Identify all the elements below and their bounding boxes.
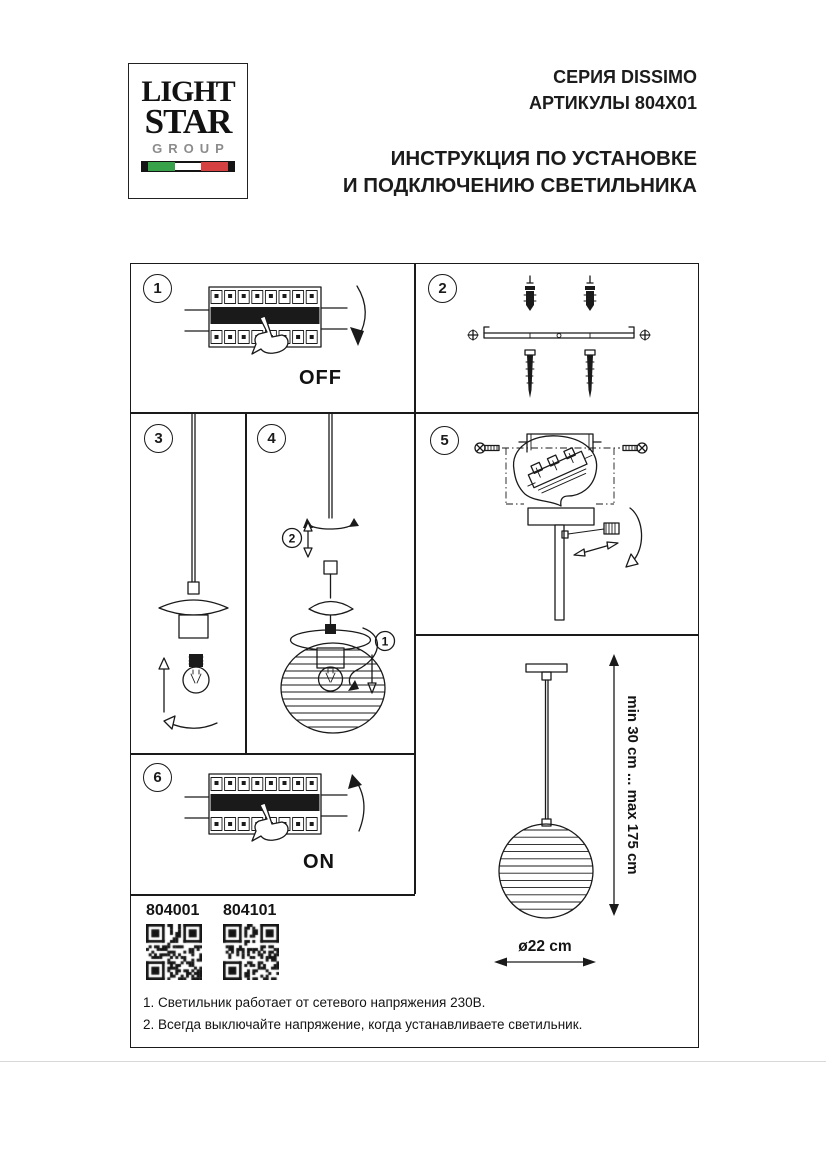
light-bulb <box>183 654 209 693</box>
series-title: СЕРИЯ DISSIMO <box>553 67 697 87</box>
step-5-number: 5 <box>430 426 459 455</box>
callout-1: 1 <box>381 634 389 649</box>
pendant-dimension-diagram <box>414 634 698 1047</box>
suspension-stem <box>555 525 564 620</box>
logo-word-light: LIGHT <box>141 75 235 108</box>
dimension-panel <box>414 634 698 1047</box>
canopy-mounting-diagram <box>414 412 698 634</box>
note-1: 1. Светильник работает от сетевого напряжения 230В. <box>143 995 486 1010</box>
ceiling-bracket <box>468 327 650 340</box>
glass-globe <box>499 824 593 918</box>
articles-title: АРТИКУЛЫ 804X01 <box>529 93 697 113</box>
step-2-panel <box>414 264 698 412</box>
logo-word-star: STAR <box>144 102 232 141</box>
article-number-1: 804001 <box>146 902 200 919</box>
diameter-label: ø22 cm <box>518 938 572 955</box>
scan-edge-line <box>0 1061 826 1062</box>
step-1-panel <box>131 264 414 412</box>
wall-anchor <box>584 276 596 311</box>
step-5-panel <box>414 412 698 634</box>
step-4-number: 4 <box>257 424 286 453</box>
shade-disc <box>159 600 228 615</box>
pendant-cord-diagram <box>131 412 245 753</box>
callout-2: 2 <box>288 531 296 546</box>
fixing-screw <box>475 443 499 453</box>
mounting-screw <box>585 350 595 398</box>
suspension-stem <box>546 680 549 819</box>
note-2: 2. Всегда выключайте напряжение, когда устанавливаете светильник. <box>143 1017 583 1032</box>
upper-disc <box>309 602 353 616</box>
attach-globe-arrow <box>349 628 377 684</box>
italian-flag-stripe <box>141 161 235 172</box>
off-label: OFF <box>299 367 342 389</box>
logo-word-group: GROUP <box>152 141 230 156</box>
ceiling-canopy <box>528 508 594 525</box>
tighten-arrow <box>630 508 642 562</box>
ceiling-plate <box>526 664 567 672</box>
safety-notes <box>143 992 582 1036</box>
circuit-breaker-on-diagram <box>179 761 389 891</box>
step-3-panel <box>131 412 245 753</box>
suspension-cord <box>329 412 332 518</box>
wall-anchor <box>524 276 536 311</box>
header-text-block <box>300 64 697 199</box>
slide-arrow <box>582 545 610 553</box>
instruction-title-line1: ИНСТРУКЦИЯ ПО УСТАНОВКЕ <box>390 147 697 170</box>
rotate-arrow <box>309 523 352 529</box>
circuit-breaker-off-diagram <box>179 274 389 406</box>
article-number-2: 804101 <box>223 902 277 919</box>
mounting-bracket-diagram <box>454 270 664 408</box>
height-range-label: min 30 cm ... max 175 cm <box>624 695 641 875</box>
step-3-number: 3 <box>144 424 173 453</box>
step-4-panel <box>245 412 414 753</box>
mounting-screw <box>525 350 535 398</box>
fixing-screw <box>623 443 647 453</box>
lightstar-logo <box>128 63 248 199</box>
step-1-number: 1 <box>143 274 172 303</box>
suspension-cord <box>192 412 195 582</box>
grub-screw <box>604 523 619 534</box>
qr-code-804101 <box>223 924 279 980</box>
step-2-number: 2 <box>428 274 457 303</box>
instruction-title-line2: И ПОДКЛЮЧЕНИЮ СВЕТИЛЬНИКА <box>342 174 697 197</box>
step-6-number: 6 <box>143 763 172 792</box>
on-label: ON <box>303 851 335 873</box>
lamp-assembly-diagram <box>245 412 414 753</box>
screw-rotation-arrow <box>167 722 217 728</box>
qr-code-804001 <box>146 924 202 980</box>
step-6-panel <box>131 753 414 894</box>
instruction-grid <box>130 263 699 1048</box>
